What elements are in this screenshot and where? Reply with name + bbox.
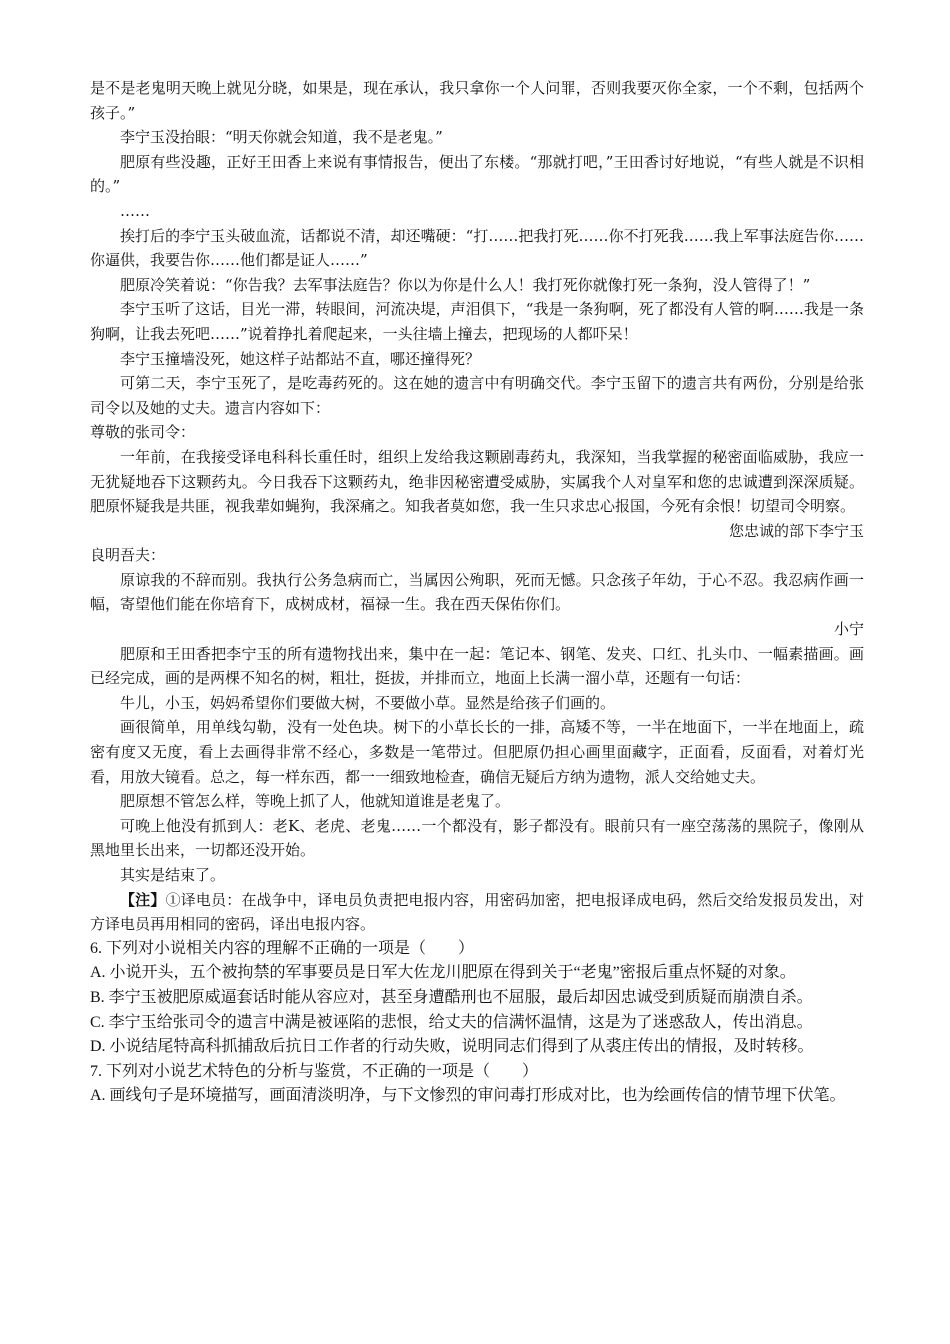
question-7-option-a: A. 画线句子是环境描写，画面清淡明净，与下文惨烈的审问毒打形成对比，也为绘画传信的情节埋下伏笔。 <box>90 1087 846 1105</box>
question-6-option-c: C. 李宁玉给张司令的遗言中满是被诬陷的悲恨，给丈夫的信满怀温情，这是为了迷惑敌人，传出消息。 <box>90 1013 813 1031</box>
question-6-option-b: B. 李宁玉被肥原威逼套话时能从容应对，甚至身遭酷刑也不屈服，最后却因忠诚受到质疑而崩溃自杀。 <box>90 988 813 1006</box>
paragraph: 肥原想不管怎么样，等晚上抓了人，他就知道谁是老鬼了。 <box>120 792 511 811</box>
paragraph: 可第二天，李宁玉死了，是吃毒药死的。这在她的遗言中有明确交代。李宁玉留下的遗言共有两份，分别是给张司令以及她的丈夫。遗言内容如下： <box>90 374 864 417</box>
question-6-option-a: A. 小说开头，五个被拘禁的军事要员是日军大佐龙川肥原在得到关于“老鬼”密报后重点怀疑的对象。 <box>90 964 796 982</box>
annotation-note <box>90 888 864 937</box>
paragraph: 牛儿，小玉，妈妈希望你们要做大树，不要做小草。显然是给孩子们画的。 <box>120 693 616 712</box>
question-7-stem: 7. 下列对小说艺术特色的分析与鉴赏，不正确的一项是（ ） <box>90 1062 539 1080</box>
paragraph: 挨打后的李宁玉头破血流，话都说不清，却还嘴硬：“打……把我打死……你不打死我……我上军事法庭告你……你逼供，我要告你……他们都是证人……” <box>90 226 864 270</box>
paragraph: 李宁玉听了这话，目光一滞，转眼间，河流决堤，声泪俱下，“我是一条狗啊，死了都没有人管的啊……我是一条狗啊，让我去死吧……”说着挣扎着爬起来，一头往墙上撞去，把现场的人都吓呆！ <box>90 300 864 343</box>
letter1-signature: 您忠诚的部下李宁玉 <box>728 521 864 540</box>
note-text: ①译电员：在战争中，译电员负责把电报内容，用密码加密，把电报译成电码，然后交给发报员发出，对方译电员再用相同的密码，译出电报内容。 <box>90 890 864 934</box>
letter1-body: 一年前，在我接受译电科科长重任时，组织上发给我这颗剧毒药丸，我深知，当我掌握的秘密面临威胁，我应一无犹疑地吞下这颗药丸。今日我吞下这颗药丸，绝非因秘密遭受威胁，实属我个人对皇军和您的忠诚遭到深深质疑。肥原怀疑我是共匪，视我辈如蝇狗，我深痛之。知我者莫如您，我一生只求忠心报国，今死有余恨！切望司令明察。 <box>90 447 864 516</box>
paragraph: 肥原有些没趣，正好王田香上来说有事情报告，便出了东楼。“那就打吧，”王田香讨好地说，“有些人就是不识相的。” <box>90 152 864 196</box>
letter1-salutation: 尊敬的张司令： <box>90 423 196 442</box>
paragraph: 其实是结束了。 <box>120 866 226 884</box>
paragraph: 李宁玉没抬眼：“明天你就会知道，我不是老鬼。” <box>120 128 443 147</box>
paragraph: 是不是老鬼明天晚上就见分晓，如果是，现在承认，我只拿你一个人问罪，否则我要灭你全家，一个不剩，包括两个孩子。” <box>90 79 864 122</box>
question-6-option-d: D. 小说结尾特高科抓捕敌后抗日工作者的行动失败，说明同志们得到了从裘庄传出的情报，及时转移。 <box>90 1038 814 1056</box>
letter2-salutation: 良明吾夫： <box>90 546 166 565</box>
paragraph: 画很简单，用单线勾勒，没有一处色块。树下的小草长长的一排，高矮不等，一半在地面下，一半在地面上，疏密有度又无度，看上去画得非常不经心，多数是一笔带过。但肥原仍担心画里面藏字，正面看，反面看，对着灯光看，用放大镜看。总之，每一样东西，都一一细致地检查，确信无疑后方纳为遗物，派人交给她丈夫。 <box>90 718 864 786</box>
paragraph: 肥原和王田香把李宁玉的所有遗物找出来，集中在一起：笔记本、钢笔、发夹、口红、扎头巾、一幅素描画。画已经完成，画的是两棵不知名的树，粗壮，挺拔，并排而立，地面上长满一溜小草，还题有一句话： <box>90 644 864 688</box>
letter2-signature: 小宁 <box>833 620 864 639</box>
paragraph: 肥原冷笑着说：“你告我？去军事法庭告？你以为你是什么人！我打死你就像打死一条狗，没人管得了！” <box>120 275 811 294</box>
ellipsis-line: …… <box>120 201 150 220</box>
question-6-stem: 6. 下列对小说相关内容的理解不正确的一项是（ ） <box>90 939 475 957</box>
paragraph: 可晚上他没有抓到人：老K、老虎、老鬼……一个都没有，影子都没有。眼前只有一座空荡荡的黑院子，像刚从黑地里长出来，一切都还没开始。 <box>90 816 864 860</box>
letter2-body: 原谅我的不辞而别。我执行公务急病而亡，当属因公殉职，死而无憾。只念孩子年幼，于心不忍。我忍病作画一幅，寄望他们能在你培育下，成树成材，福禄一生。我在西天保佑你们。 <box>90 570 864 614</box>
paragraph: 李宁玉撞墙没死，她这样子站都站不直，哪还撞得死？ <box>120 349 481 368</box>
note-mark: 【注】 <box>120 890 166 909</box>
